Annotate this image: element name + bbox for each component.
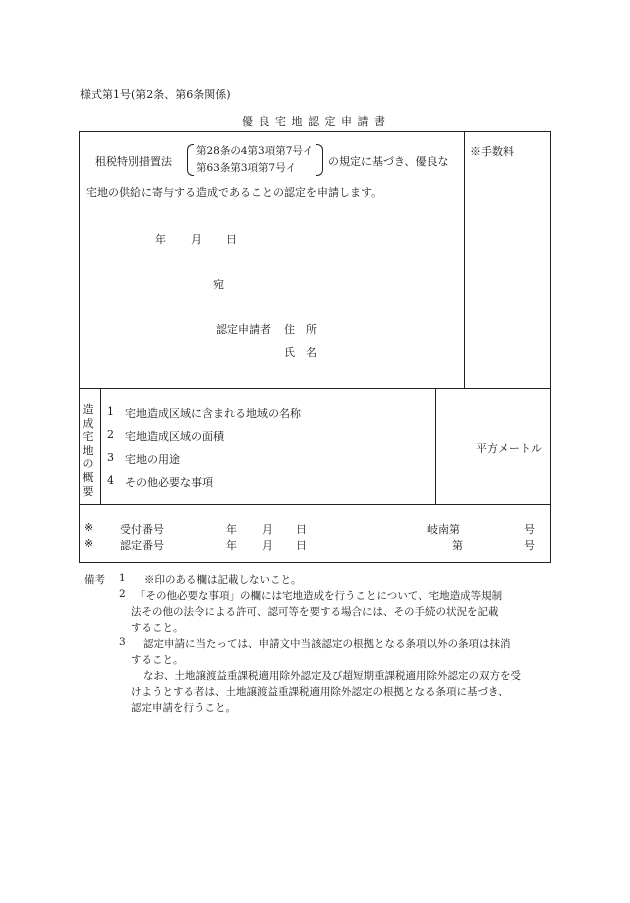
note-extra-line-1: なお、土地譲渡益重課税適用除外認定及び超短期重課税適用除外認定の双方を受 [143, 670, 521, 682]
article-2: 第63条第3項第7号イ [196, 162, 297, 174]
office-row-2-year: 年 [226, 539, 237, 552]
office-row-2-suffix: 号 [524, 539, 535, 552]
office-row-1-mark: ※ [84, 521, 94, 534]
note-extra-line-3: 認定申請を行うこと。 [131, 702, 236, 714]
date-month-label: 月 [191, 233, 202, 246]
overview-item-3-text: 宅地の用途 [125, 453, 180, 466]
section-divider-1 [80, 388, 550, 389]
article-1: 第28条の4第3項第7号イ [196, 145, 314, 157]
fee-column-divider [464, 132, 465, 388]
notes-label: 備考 [84, 574, 105, 586]
date-day-label: 日 [226, 233, 237, 246]
note-1-line-1: ※印のある欄は記載しないこと。 [144, 574, 302, 586]
note-2-line-3: すること。 [131, 622, 184, 634]
overview-item-2-num: 2 [107, 428, 114, 441]
office-row-1-prefix: 岐南第 [427, 523, 460, 536]
note-3-line-1: 認定申請に当たっては、申請文中当該認定の根拠となる条項以外の条項は抹消 [143, 638, 511, 650]
form-number: 様式第1号(第2条、第6条関係) [80, 88, 231, 101]
overview-item-4-num: 4 [107, 474, 114, 487]
applicant-label: 認定申請者 [216, 323, 271, 336]
overview-item-3-num: 3 [107, 451, 114, 464]
left-brace [187, 144, 194, 176]
office-row-2-label: 認定番号 [120, 539, 164, 552]
note-2-line-1: 「その他必要な事項」の欄には宅地造成を行うことについて、宅地造成等規制 [135, 590, 503, 602]
area-unit-label: 平方メートル [476, 442, 542, 455]
office-row-2-mark: ※ [84, 537, 94, 550]
overview-vertical-label: 造 成 宅 地 の 概 要 [82, 403, 94, 498]
note-3-line-2: すること。 [131, 654, 184, 666]
overview-item-1-num: 1 [107, 405, 114, 418]
overview-item-4-text: その他必要な事項 [125, 476, 213, 489]
addressee-label: 宛 [213, 278, 224, 291]
name-label: 氏 名 [284, 346, 317, 359]
office-row-1-label: 受付番号 [120, 523, 164, 536]
office-row-2-month: 月 [262, 539, 273, 552]
note-2-num: 2 [119, 588, 126, 600]
overview-item-2-text: 宅地造成区域の面積 [125, 430, 224, 443]
note-1-num: 1 [119, 572, 126, 584]
phrase-line-2: 宅地の供給に寄与する造成であることの認定を申請します。 [86, 186, 383, 199]
overview-area-divider [435, 388, 436, 504]
fee-label: ※手数料 [470, 145, 514, 158]
note-extra-line-2: けようとする者は、土地譲渡益重課税適用除外認定の根拠となる条項に基づき、 [131, 686, 509, 698]
office-row-2-prefix: 第 [452, 539, 463, 552]
office-row-1-month: 月 [262, 523, 273, 536]
section-divider-2 [80, 504, 550, 505]
office-row-2-day: 日 [296, 539, 307, 552]
office-row-1-day: 日 [296, 523, 307, 536]
law-name: 租税特別措置法 [95, 155, 172, 168]
overview-label-divider [100, 388, 101, 504]
office-row-1-year: 年 [226, 523, 237, 536]
document-title: 優 良 宅 地 認 定 申 請 書 [242, 115, 386, 128]
address-label: 住 所 [284, 323, 317, 336]
date-year-label: 年 [155, 233, 166, 246]
office-row-1-suffix: 号 [524, 523, 535, 536]
right-brace [316, 144, 323, 176]
overview-item-1-text: 宅地造成区域に含まれる地域の名称 [125, 407, 301, 420]
note-2-line-2: 法その他の法令による許可、認可等を要する場合には、その手続の状況を記載 [131, 606, 499, 618]
note-3-num: 3 [119, 636, 126, 648]
phrase-suffix: の規定に基づき、優良な [328, 155, 449, 168]
